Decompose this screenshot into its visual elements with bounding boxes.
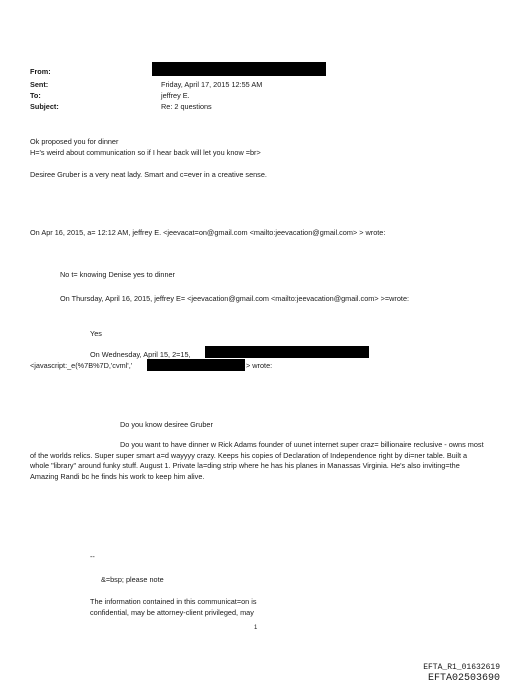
subject-label: Subject: <box>30 102 59 111</box>
bates-id-2: EFTA02503690 <box>427 673 500 684</box>
quote3-question: Do you know desiree Gruber <box>120 420 213 429</box>
body-line-1: Ok proposed you for dinner <box>30 137 119 146</box>
from-label: From: <box>30 67 51 76</box>
page-number: 1 <box>254 625 258 631</box>
sent-value: Friday, April 17, 2015 12:55 AM <box>161 80 263 89</box>
redaction-sender-email <box>147 359 245 371</box>
quote2-wrote: > wrote: <box>246 361 273 370</box>
quote2-js-link: <javascript:_e(%7B%7D,'cvml',' <box>30 361 133 370</box>
subject-value: Re: 2 questions <box>161 102 212 111</box>
quote2-yes: Yes <box>90 329 102 338</box>
sent-label: Sent: <box>30 80 49 89</box>
to-value: jeffrey E. <box>161 91 190 100</box>
body-line-3: Desiree Gruber is a very neat lady. Smart and c=ever in a creative sense. <box>30 170 267 179</box>
redaction-sender-name <box>205 346 369 358</box>
quote1-header2: On Thursday, April 16, 2015, jeffrey E= <jeevacation@gmail.com <mailto:jeevacation@gmail.com> >=wrote: <box>60 294 410 303</box>
quote2-header-start: On Wednesday, April 15, 2=15, <box>90 350 191 359</box>
signature-dashes: -- <box>90 552 95 561</box>
quote1-line1: No t= knowing Denise yes to dinner <box>60 270 175 279</box>
quote1-header: On Apr 16, 2015, a= 12:12 AM, jeffrey E. <jeevacat=on@gmail.com <mailto:jeevacation@gmail.com> > wrote: <box>30 228 386 237</box>
to-label: To: <box>30 91 41 100</box>
body-line-2: H='s weird about communication so if I hear back will let you know =br> <box>30 148 261 157</box>
nbsp-note: &=bsp; please note <box>101 575 164 584</box>
bates-id-1: EFTA_R1_01632619 <box>423 663 500 672</box>
confidential-line-2: confidential, may be attorney-client privileged, may <box>90 608 254 617</box>
confidential-line-1: The information contained in this communicat=on is <box>90 597 257 606</box>
redaction-from <box>152 62 326 76</box>
quote3-paragraph: Do you want to have dinner w Rick Adams founder of uunet internet super craz= billionaire reclusive - owns most of the worlds relics. Super super smart a=d wayyyy crazy. Keeps his copies of Declaration of Independence right by di=ner table. Built a whole "library" around funky stuff. August 1. Private la=ding strip where he has his planes in Manassas Virginia. He's also inviting=the Amazing Randi bc he finds his work to keep him alive. <box>30 440 484 481</box>
